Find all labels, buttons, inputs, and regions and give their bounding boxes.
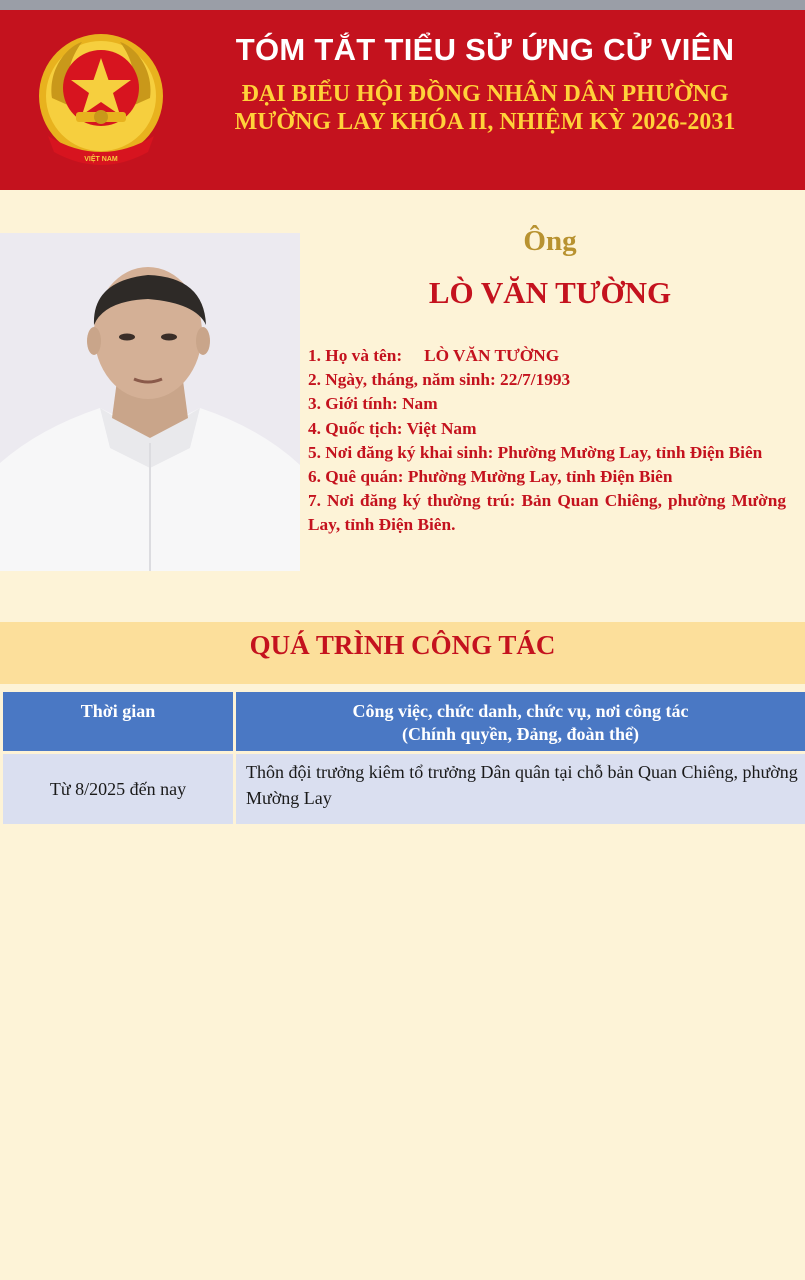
info-item-birth-date: 2. Ngày, tháng, năm sinh: 22/7/1993 <box>308 370 571 390</box>
info-item-hometown: 6. Quê quán: Phường Mường Lay, tỉnh Điện Biên <box>308 467 673 487</box>
candidate-honorific: Ông <box>523 225 577 257</box>
column-header-time: Thời gian <box>3 692 233 751</box>
page-subtitle-line1: ĐẠI BIỂU HỘI ĐỒNG NHÂN DÂN PHƯỜNG <box>241 81 729 107</box>
candidate-portrait-photo <box>0 233 300 571</box>
info-item-full-name-label: 1. Họ và tên: <box>308 346 403 365</box>
info-item-residence: 7. Nơi đăng ký thường trú: Bản Quan Chiêng, phường Mường Lay, tỉnh Điện Biên. <box>308 491 786 535</box>
column-header-job-line2: (Chính quyền, Đảng, đoàn thể) <box>401 724 640 744</box>
table-cell-time: Từ 8/2025 đến nay <box>3 754 233 824</box>
page-subtitle-line2: MƯỜNG LAY KHÓA II, NHIỆM KỲ 2026-2031 <box>234 109 736 135</box>
info-item-full-name <box>308 344 786 368</box>
table-header <box>3 692 805 751</box>
column-header-job <box>236 692 805 751</box>
info-item-birth-registration: 5. Nơi đăng ký khai sinh: Phường Mường Lay, tỉnh Điện Biên <box>308 442 763 462</box>
page-title: TÓM TẮT TIỂU SỬ ỨNG CỬ VIÊN <box>235 32 735 67</box>
column-header-job-line1: Công việc, chức danh, chức vụ, nơi công tác <box>352 701 689 721</box>
info-item-full-name-value: LÒ VĂN TƯỜNG <box>424 346 560 365</box>
table-cell-job: Thôn đội trưởng kiêm tổ trưởng Dân quân tại chỗ bản Quan Chiêng, phường Mường Lay <box>236 754 805 824</box>
top-status-bar <box>0 0 805 10</box>
info-item-nationality: 4. Quốc tịch: Việt Nam <box>308 418 477 438</box>
header-banner <box>0 10 805 190</box>
info-item-gender: 3. Giới tính: Nam <box>308 394 438 414</box>
candidate-info-list <box>308 344 786 538</box>
national-emblem-icon <box>30 28 172 176</box>
table-row <box>3 754 805 824</box>
section-title-work-history: QUÁ TRÌNH CÔNG TÁC <box>249 630 556 660</box>
emblem-ribbon-text: VIỆT NAM <box>84 156 118 163</box>
candidate-name: LÒ VĂN TƯỜNG <box>428 275 672 310</box>
